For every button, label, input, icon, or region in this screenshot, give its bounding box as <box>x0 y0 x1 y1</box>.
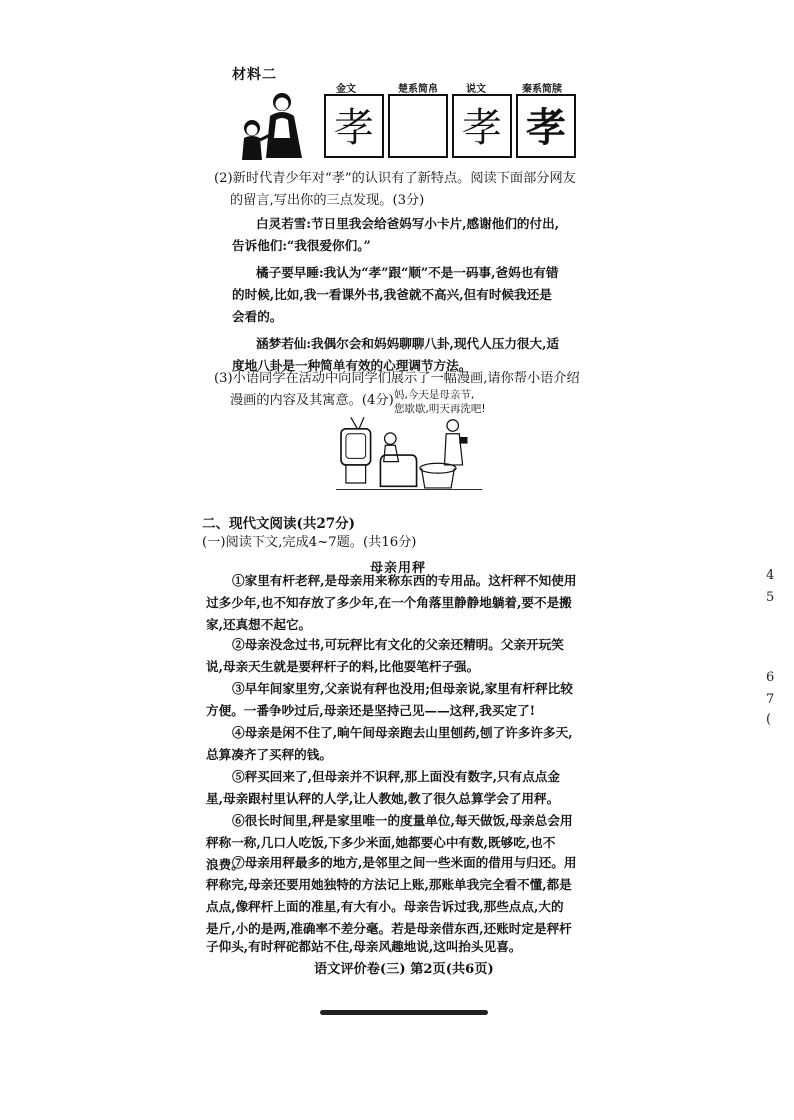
script-glyph-shuowen: 孝 <box>462 105 502 151</box>
p3-line2: 方便。一番争吵过后,母亲还是坚持己见——这秤,我买定了! <box>206 703 536 718</box>
script-cell-chuxi-empty <box>388 94 448 158</box>
p7-line2: 秤称完,母亲还要用她独特的方法记上账,那账单我完全看不懂,都是 <box>206 877 572 892</box>
p6-line1: ⑥很长时间里,秤是家里唯一的度量单位,每天做饭,母亲总会用 <box>232 813 573 828</box>
script-label-chuxi: 楚系简帛 <box>398 84 438 95</box>
article-title: 母亲用秤 <box>370 561 427 576</box>
script-label-shuowen: 说文 <box>466 84 486 95</box>
comment-2-line1: 橘子要早睡:我认为“孝”跟“顺”不是一码事,爸妈也有错 <box>256 265 559 280</box>
comment-3-line2: 度地八卦是一种简单有效的心理调节方法。 <box>232 358 472 373</box>
comment-1-line1: 白灵若雪:节日里我会给爸妈写小卡片,感谢他们的付出, <box>256 216 560 231</box>
p1-line2: 过多少年,也不知存放了多少年,在一个角落里静静地躺着,要不是搬 <box>206 595 572 610</box>
comment-1-line2: 告诉他们:“我很爱你们。” <box>232 238 371 253</box>
edge-mark-6: 6 <box>766 670 775 685</box>
script-cell-shuowen <box>452 94 512 158</box>
script-label-jinwen: 金文 <box>336 84 356 95</box>
edge-mark-7: 7 <box>766 692 775 707</box>
script-cell-jinwen <box>324 94 384 158</box>
cartoon-speech-bubble <box>394 388 486 416</box>
p1-line1: ①家里有杆老秤,是母亲用来称东西的专用品。这杆秤不知使用 <box>232 573 577 588</box>
p7-line3: 点点,像秤杆上面的准星,有大有小。母亲告诉过我,那些点点,大的 <box>206 899 564 914</box>
comment-2-line3: 会看的。 <box>232 309 283 324</box>
p2-line1: ②母亲没念过书,可玩秤比有文化的父亲还精明。父亲开玩笑 <box>232 637 564 652</box>
q3-line1: (3)小语同学在活动中向同学们展示了一幅漫画,请你帮小语介绍 <box>214 371 580 386</box>
p1-line3: 家,还真想不起它。 <box>206 617 312 632</box>
p6-line2: 秤称一称,几口人吃饭,下多少米面,她都要心中有数,既够吃,也不 <box>206 835 556 850</box>
p4-line1: ④母亲是闲不住了,晌午间母亲跑去山里刨药,刨了许多许多天, <box>232 725 573 740</box>
bubble-line1: 妈,今天是母亲节, <box>394 389 475 401</box>
comment-3-line1: 涵梦若仙:我偶尔会和妈妈聊聊八卦,现代人压力很大,适 <box>256 336 560 351</box>
comment-2-line2: 的时候,比如,我一看课外书,我爸就不高兴,但有时候我还是 <box>232 287 552 302</box>
bubble-line2: 您歇歇,明天再洗吧! <box>394 403 486 415</box>
section2-subtitle: (一)阅读下文,完成4~7题。(共16分) <box>202 535 417 550</box>
material-title: 材料二 <box>232 67 277 83</box>
p3-line1: ③早年间家里穷,父亲说有秤也没用;但母亲说,家里有杆秤比较 <box>232 681 573 696</box>
script-glyph-jinwen: 孝 <box>334 105 374 151</box>
p7-line1: ⑦母亲用秤最多的地方,是邻里之间一些米面的借用与归还。用 <box>232 855 577 870</box>
script-label-qinxi: 秦系简牍 <box>522 84 562 95</box>
mother-child-illustration <box>232 88 310 164</box>
mothers-day-cartoon <box>320 414 500 506</box>
p7-line5: 子仰头,有时秤砣都站不住,母亲风趣地说,这叫抬头见喜。 <box>206 939 522 954</box>
p5-line1: ⑤秤买回来了,但母亲并不识秤,那上面没有数字,只有点点金 <box>232 769 560 784</box>
p6-line3: 浪费。 <box>206 857 244 872</box>
edge-mark-paren: ( <box>766 712 772 727</box>
edge-mark-5: 5 <box>766 590 775 605</box>
edge-mark-4: 4 <box>766 568 775 583</box>
section2-title: 二、现代文阅读(共27分) <box>202 516 356 532</box>
script-glyph-qinxi: 孝 <box>526 104 566 151</box>
q3-line2: 漫画的内容及其寓意。(4分) <box>230 393 394 408</box>
p5-line2: 星,母亲跟村里认秤的人学,让人教她,教了很久总算学会了用秤。 <box>206 791 560 806</box>
p2-line2: 说,母亲天生就是要秤杆子的料,比他耍笔杆子强。 <box>206 659 480 674</box>
script-cell-qinxi <box>516 94 576 158</box>
p7-line4: 是斤,小的是两,准确率不差分毫。若是母亲借东西,还账时定是秤杆 <box>206 921 572 936</box>
footer-scan-bar <box>320 1010 488 1015</box>
q2-line2: 的留言,写出你的三点发现。(3分) <box>230 193 425 208</box>
q2-line1: (2)新时代青少年对“孝”的认识有了新特点。阅读下面部分网友 <box>214 171 576 186</box>
page-footer: 语文评价卷(三) 第2页(共6页) <box>314 962 494 977</box>
script-evolution-table <box>322 82 582 160</box>
p4-line2: 总算凑齐了买秤的钱。 <box>206 747 332 762</box>
